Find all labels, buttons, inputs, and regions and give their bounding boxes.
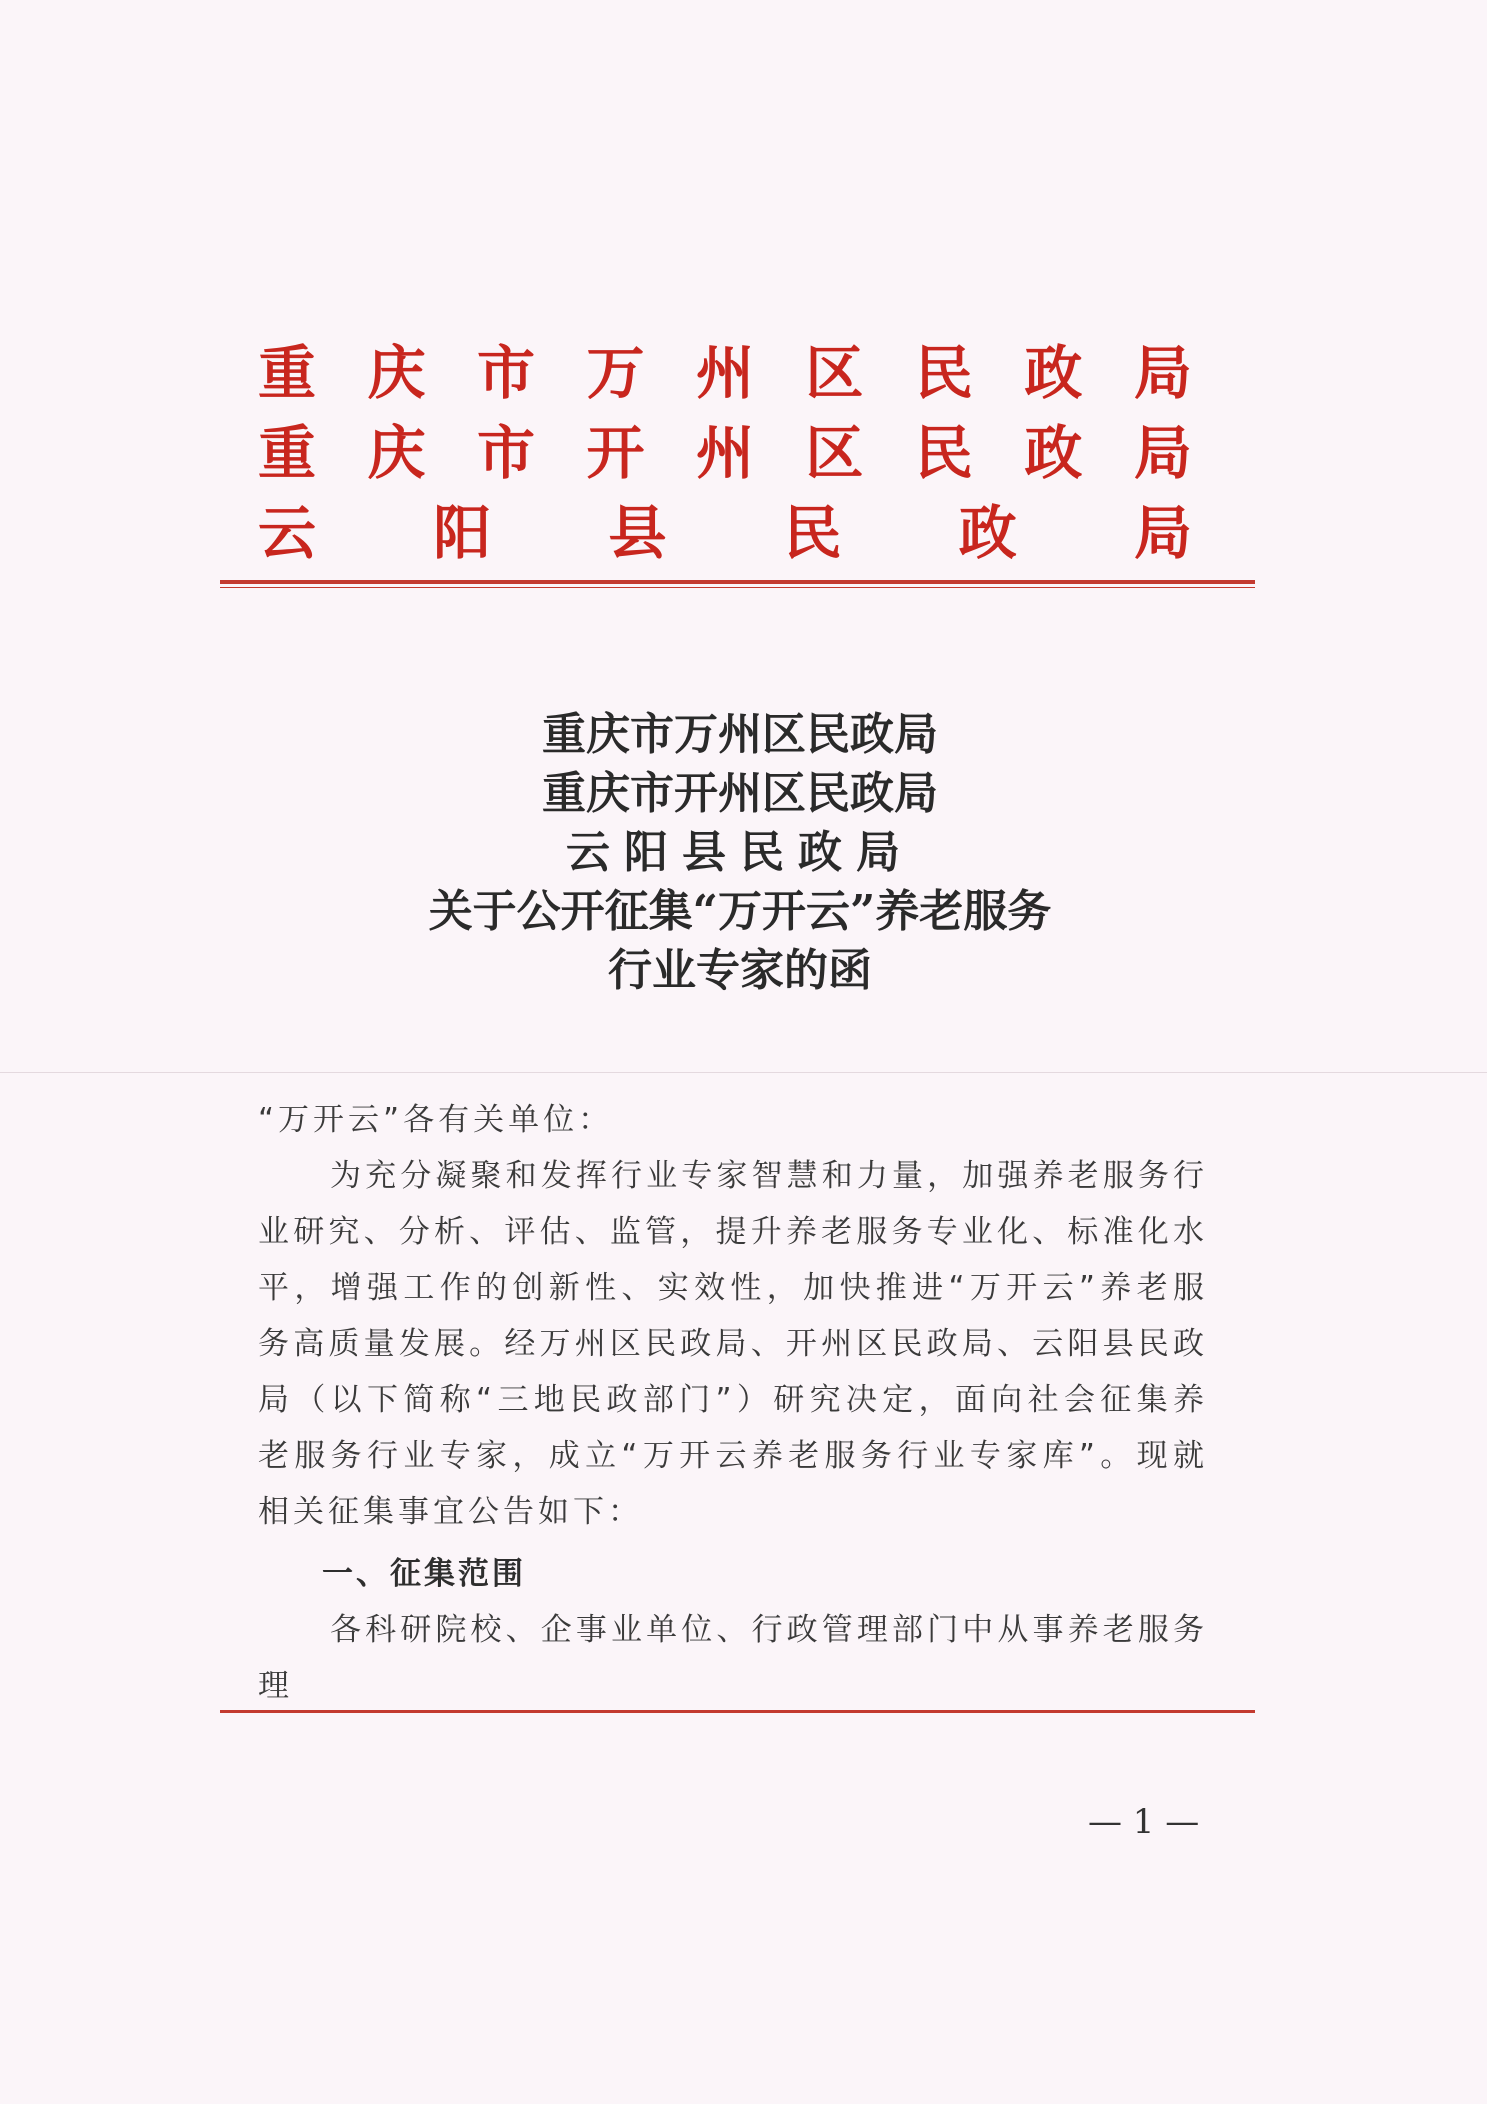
issuer-char: 局: [1133, 339, 1192, 407]
issuer-char: 州: [695, 339, 754, 407]
issuer-char: 市: [476, 339, 535, 407]
issuer-line-2: [258, 418, 1192, 488]
scan-fold-line: [0, 1072, 1487, 1073]
salutation: “万开云”各有关单位：: [258, 1102, 614, 1138]
issuer-char: 民: [914, 339, 973, 407]
title-line-3: 云阳县民政局: [566, 827, 914, 878]
title-line-2: 重庆市开州区民政局: [542, 768, 938, 819]
issuer-line-1: [258, 338, 1192, 408]
footer-red-rule: [220, 1710, 1255, 1713]
issuer-char: 庆: [367, 339, 426, 407]
issuer-char: 区: [805, 419, 864, 487]
issuer-char: 政: [1024, 339, 1083, 407]
issuer-char: 县: [608, 499, 667, 567]
title-line-1: 重庆市万州区民政局: [542, 709, 938, 760]
issuer-char: 重: [258, 339, 317, 407]
issuer-char: 局: [1133, 499, 1192, 567]
header-red-rule-thick: [220, 580, 1255, 584]
paragraph-scope: 各科研院校、企事业单位、行政管理部门中从事养老服务理: [258, 1612, 1208, 1704]
issuer-char: 重: [258, 419, 317, 487]
letter-body: [258, 1092, 1208, 1714]
issuer-char: 万: [586, 339, 645, 407]
issuer-char: 区: [805, 339, 864, 407]
issuer-char: 阳: [433, 499, 492, 567]
issuer-char: 局: [1133, 419, 1192, 487]
title-line-5: 行业专家的函: [608, 945, 872, 996]
issuer-line-3: [258, 498, 1192, 568]
title-line-4: 关于公开征集“万开云”养老服务: [428, 886, 1052, 937]
issuer-char: 政: [1024, 419, 1083, 487]
issuer-char: 政: [958, 499, 1017, 567]
issuer-char: 民: [783, 499, 842, 567]
issuer-char: 庆: [367, 419, 426, 487]
issuer-char: 开: [586, 419, 645, 487]
document-title: [300, 705, 1180, 1000]
header-red-rule-thin: [220, 587, 1255, 588]
paragraph-intro: 为充分凝聚和发挥行业专家智慧和力量，加强养老服务行业研究、分析、评估、监管，提升养老服务专业化、标准化水平，增强工作的创新性、实效性，加快推进“万开云”养老服务高质量发展。经万州区民政局、开州区民政局、云阳县民政局（以下简称“三地民政部门”）研究决定，面向社会征集养老服务行业专家，成立“万开云养老服务行业专家库”。现就相关征集事宜公告如下：: [258, 1158, 1208, 1530]
issuer-char: 州: [695, 419, 754, 487]
page-number: — 1 —: [1088, 1802, 1200, 1842]
issuer-char: 民: [914, 419, 973, 487]
issuer-char: 市: [476, 419, 535, 487]
section-heading-scope: 一、征集范围: [322, 1556, 526, 1592]
issuer-char: 云: [258, 499, 317, 567]
